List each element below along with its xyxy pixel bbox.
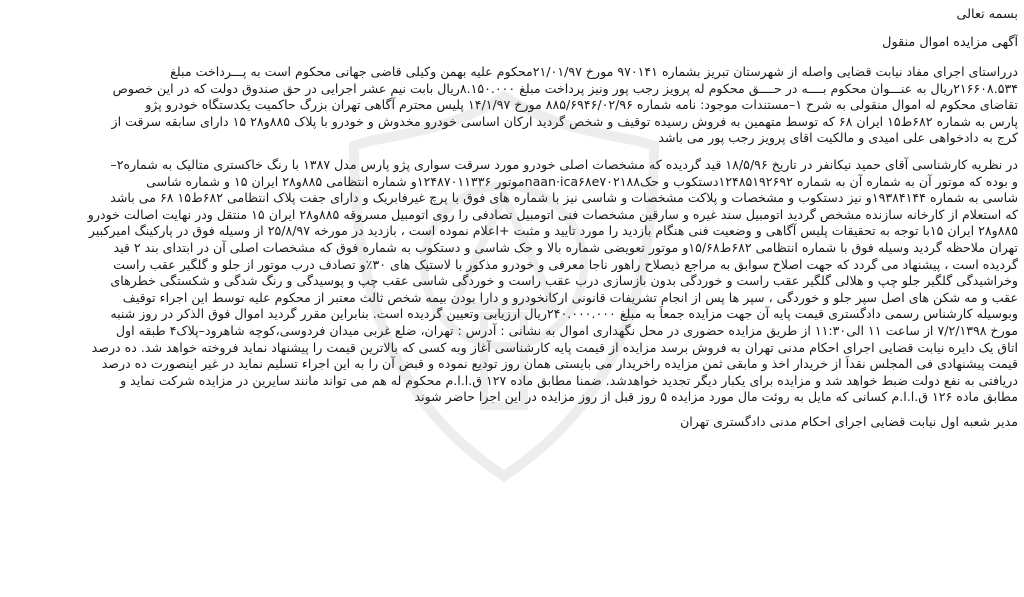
text-line: کرج به دادخواهی علی امیدی و مالکیت اقای پرویز رجب پور می باشد	[658, 130, 1018, 146]
notice-title: آگهی مزایده اموال منقول	[882, 35, 1018, 50]
text-line: مورخ ۷/۲/۱۳۹۸ از ساعت ۱۱ الی۱۱:۳۰ از طریق مزایده حضوری در محل نگهداری اموال به نشانی : آدرس : تهران، ضلع غربی میدان فردوسی،کوچه شاهرود–پلاک۴ طبقه اول	[115, 322, 1018, 338]
paragraph-enforcement	[4, 64, 1018, 147]
paragraph-expert-opinion	[4, 157, 1018, 406]
signature-line: مدیر شعبه اول نیابت قضایی اجرای احکام مدنی دادگستری تهران	[680, 413, 1018, 429]
text-line: شاسی به شماره ۱۹۳۸۴۱۴۴و نیز دستکوب و مشخصات و پلاکت مشخصات و شاسی نیز با شماره های فوق با پرچ غیرفابریک و دارای جفت پلاک انتظامی ۶۸۲ط۱۵ ۶۸ می باشد	[110, 190, 1018, 206]
text-line: که استعلام از کارخانه سازنده مشخص گردید اتومبیل سند غیره و سارقین مشخصات فنی اتومبیل تصادفی را روی اتومبیل مسروقه ۸۸۵و۲۸ ایران ۱۵ منتقل ودر نهایت اصالت خودرو	[87, 206, 1018, 222]
text-line: اتاق یک دایره نیابت قضایی اجرای احکام مدنی تهران به فروش برسد مزایده از قیمت پایه کارشناسی آغاز وبه کسی که بالاترین قیمت را پیشنهاد نماید فروخته خواهد شد. ده درصد	[91, 339, 1018, 355]
text-line: ۲۱۶۶۰۸.۵۳۴ریال به عنـــوان محکوم بــــه در حــــق محکوم له پرویز رجب پور ونیز پرداخت مبلغ ۸.۱۵۰.۰۰۰ریال بابت نیم عشر اجرایی در حق صندوق دولت که در این خصوص	[112, 80, 1018, 96]
text-line: گردیده است ، پیشنهاد می گردد که جهت اصلاح سوابق به مراجع ذیصلاح راهور ناجا معرفی و خودرو مذکور با لاستیک های ۳۰٪و تصادف درب موتور از جلو و گلگیر عقب راست	[113, 256, 1018, 272]
text-line: پارس به شماره ۶۸۲ط۱۵ ایران ۶۸ که توسط متهمین به فروش رسیده توقیف و شخص گردید ارکان اساسی خودرو مخدوش و خودرو با پلاک ۸۸۵و۲۸ ۱۵ دارای سابقه سرقت از	[111, 113, 1018, 129]
text-line: دریافتی به نفع دولت ضبط خواهد شد و مزایده برای یکبار دیگر تجدید خواهدشد. ضمنا مطابق ماده ۱۲۷ ق.ا.ا.م محکوم له هم می تواند مانند سایرین در مزایده شرکت نماید و	[120, 372, 1018, 388]
notice-page	[4, 6, 1018, 593]
signature-block	[4, 414, 1018, 431]
text-line: تقاضای محکوم له اموال منقولی به شرح ۱–مستندات موجود: نامه شماره ۸۸۵/۶۹۴۶/۰۲/۹۶ مورخ ۱۴/۱/۹۷ پلیس محترم آگاهی تهران بزرگ حاکمیت یکدستگاه خودرو پژو	[145, 97, 1018, 113]
text-line: قیمت پیشنهادی فی المجلس نقداً از خریدار اخذ و مابقی ثمن مزایده راخریدار می بایستی همان روز تودیع نموده و قبض آن را به این اجراء تسلیم نماید در غیر اینصورت ده درصد	[101, 356, 1018, 372]
text-line: در نظریه کارشناسی آقای حمید نیکانفر در تاریخ ۱۸/۵/۹۶ قید گردیده که مشخصات اصلی خودرو مورد سرقت سواری پژو پارس مدل ۱۳۸۷ با رنگ خاکستری متالیک به شماره۲–	[110, 156, 1018, 172]
text-line: عقب و مه شکن های اصل سپر جلو و خوردگی ، سپر ها پس از انجام تشریفات قانونی ارکانخودرو و دارا بودن بیمه شخص ثالث معتبر از محکوم علیه توسط این اجراء توقیف	[122, 289, 1018, 305]
text-line: تهران ملاحظه گردید وسیله فوق با شماره انتظامی ۶۸۲ط۱۵/۶۸و موتور تعویضی شماره بالا و حک شاسی و دستکوب به شماره فوق که مشخصات اصلی آن در ابتدای بند ۲ قید	[113, 239, 1018, 255]
text-line: درراستای اجرای مفاد نیابت قضایی واصله از شهرستان تبریز بشماره ۹۷۰۱۴۱ مورخ ۲۱/۰۱/۹۷محکوم علیه بهمن وکیلی قاضی جهانی محکوم است به پـــرداخت مبلغ	[170, 64, 1018, 79]
text-line: وخراشیدگی گلگیر جلو چپ و هلالی گلگیر عقب راست و خوردگی بدون بازسازی درب عقب راست و خوردگی شاسی عقب چپ و پوسیدگی و رنگ شدگی و شکستگی خطرهای	[110, 273, 1018, 289]
notice-header	[4, 6, 1018, 52]
text-line: وبوسیله کارشناس رسمی دادگستری قیمت پایه آن جهت مزایده جمعاً به مبلغ ۲۴۰.۰۰۰.۰۰۰ریال ارزیابی وتعیین گردیده است. بنابراین مقرر گردید اموال فوق الذکر در روز شنبه	[110, 306, 1018, 322]
text-line: مطابق ماده ۱۲۶ ق.ا.ا.م کسانی که مایل به روئت مال مورد مزایده ۵ روز قبل از روز مزایده در این اجرا حاضر شوند	[414, 389, 1018, 405]
text-line: ۸۸۵و۲۸ ایران ۱۵با توجه به تحقیقات پلیس آگاهی و وضعیت فنی هنگام بازدید را مورد تایید و مثبت +اعلام نموده است ، بازدید در مورخه ۲۵/۸/۹۷ از وسیله فوق در پارکینگ امیرکبیر	[88, 223, 1018, 239]
text-line: و بوده که موتور آن به شماره آن به شماره ۱۲۴۸۵۱۹۲۶۹۲دستکوب و حکnaan·ica۶۸e۷۰۲۱۸۸موتور ۱۲۴۸۷۰۱۱۳۳۶و شماره انتظامی ۸۸۵و۲۸ ایران ۱۵ و شماره شاسی	[146, 173, 1018, 189]
header-line: بسمه تعالی	[956, 7, 1018, 22]
